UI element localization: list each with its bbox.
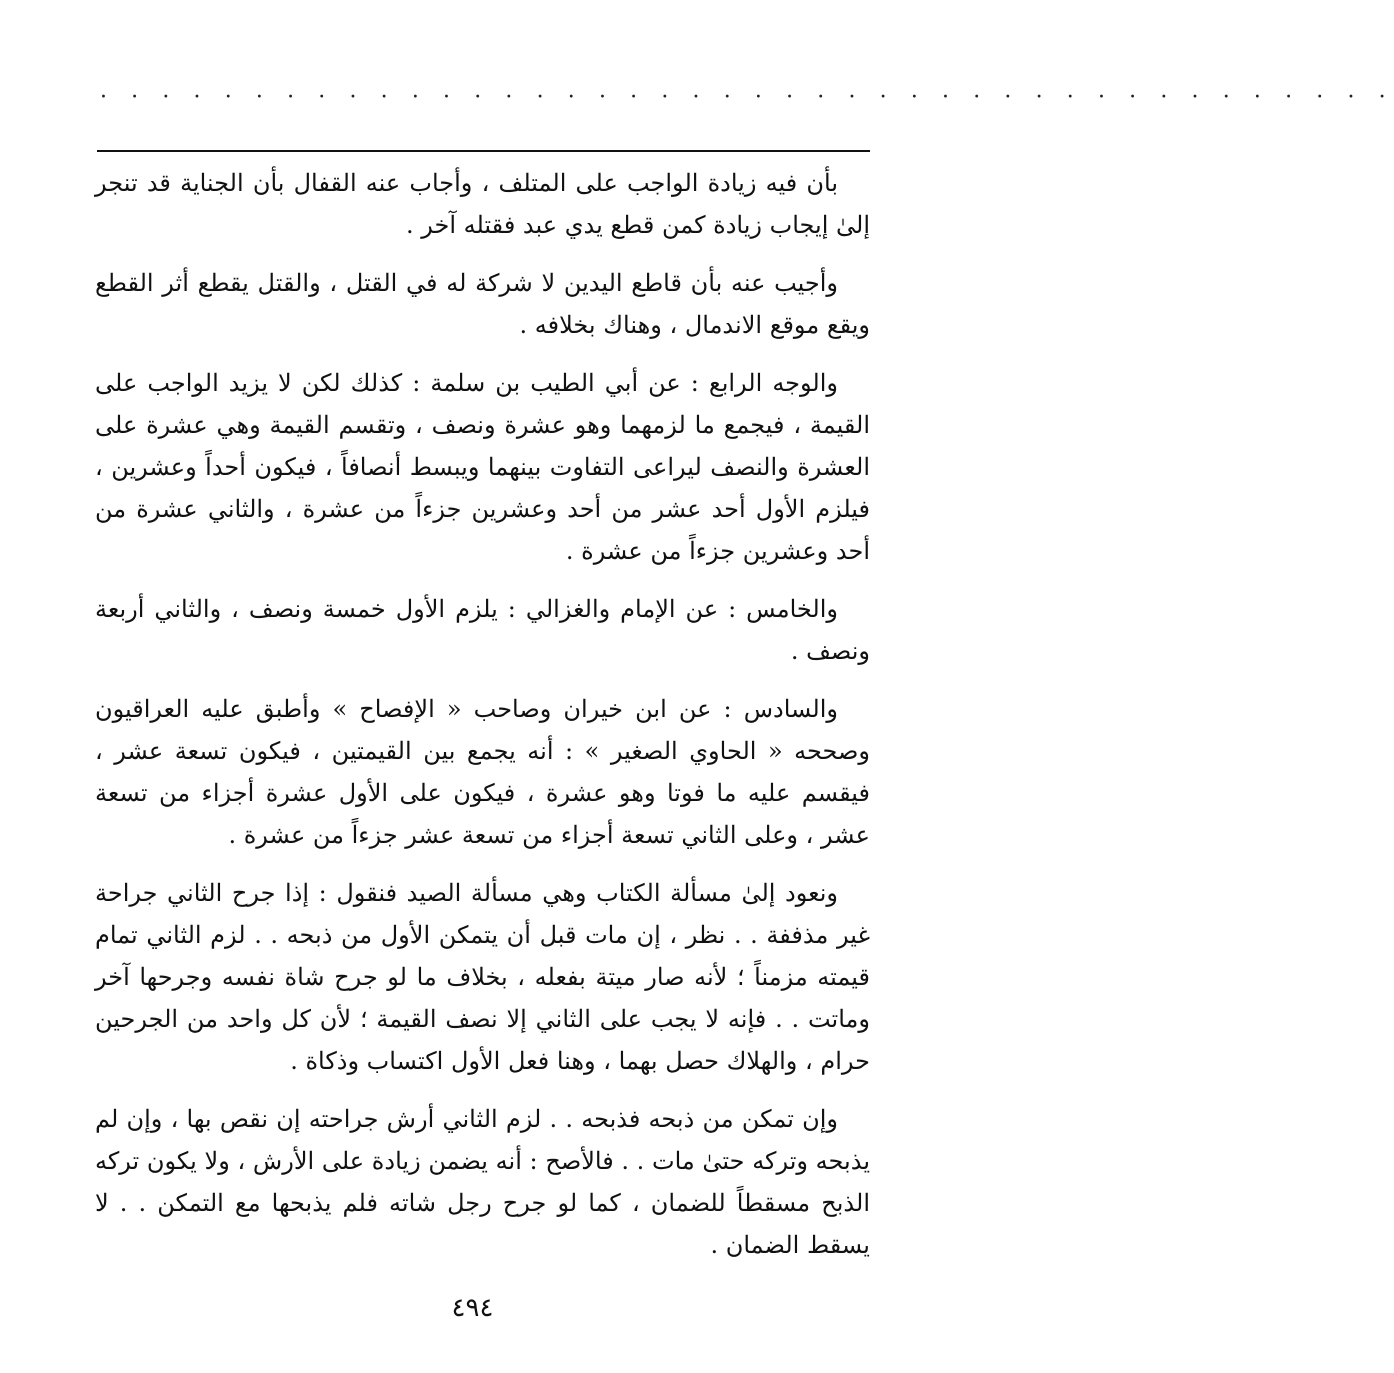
paragraph-5: والسادس : عن ابن خيران وصاحب « الإفصاح » وأطبق عليه العراقيون وصححه « الحاوي الصغير » : أنه يجمع بين القيمتين ، فيكون تسعة عشر ، فيقسم عليه ما فوتا وهو عشرة ، فيكون على الأول عشرة أجزاء من تسعة عشر ، وعلى الثاني تسعة أجزاء من تسعة عشر جزءاً من عشرة . (95, 695, 870, 849)
paragraph-7: وإن تمكن من ذبحه فذبحه . . لزم الثاني أرش جراحته إن نقص بها ، وإن لم يذبحه وتركه حتىٰ مات . . فالأصح : أنه يضمن زيادة على الأرش ، ولا يكون تركه الذبح مسقطاً للضمان ، كما لو جرح رجل شاته فلم يذبحها مع التمكن . . لا يسقط الضمان . (95, 1105, 870, 1259)
paragraph-3: والوجه الرابع : عن أبي الطيب بن سلمة : كذلك لكن لا يزيد الواجب على القيمة ، فيجمع ما لزمهما وهو عشرة ونصف ، وتقسم القيمة وهي عشرة على العشرة والنصف ليراعى التفاوت بينهما ويبسط أنصافاً ، فيكون أحداً وعشرين ، فيلزم الأول أحد عشر من أحد وعشرين جزءاً من عشرة ، والثاني عشرة من أحد وعشرين جزءاً من عشرة . (95, 369, 870, 565)
header-dotted-line: · · · · · · · · · · · · · · · · · · · · · · · · · · · · · · · · · · · · · · · · · · (100, 85, 1394, 110)
paragraph-1: بأن فيه زيادة الواجب على المتلف ، وأجاب عنه القفال بأن الجناية قد تنجر إلىٰ إيجاب زيادة كمن قطع يدي عبد فقتله آخر . (95, 169, 870, 239)
page-number: ٤٩٤ (451, 1293, 494, 1323)
header-rule (97, 150, 870, 152)
page-body (95, 162, 870, 1282)
paragraph-6: ونعود إلىٰ مسألة الكتاب وهي مسألة الصيد فنقول : إذا جرح الثاني جراحة غير مذففة . . نظر ، إن مات قبل أن يتمكن الأول من ذبحه . . لزم الثاني تمام قيمته مزمناً ؛ لأنه صار ميتة بفعله ، بخلاف ما لو جرح شاة نفسه وجرحها آخر وماتت . . فإنه لا يجب على الثاني إلا نصف القيمة ؛ لأن كل واحد من الجرحين حرام ، والهلاك حصل بهما ، وهنا فعل الأول اكتساب وذكاة . (95, 879, 870, 1075)
paragraph-2: وأجيب عنه بأن قاطع اليدين لا شركة له في القتل ، والقتل يقطع أثر القطع ويقع موقع الاندمال ، وهناك بخلافه . (95, 269, 870, 339)
paragraph-4: والخامس : عن الإمام والغزالي : يلزم الأول خمسة ونصف ، والثاني أربعة ونصف . (95, 595, 870, 665)
